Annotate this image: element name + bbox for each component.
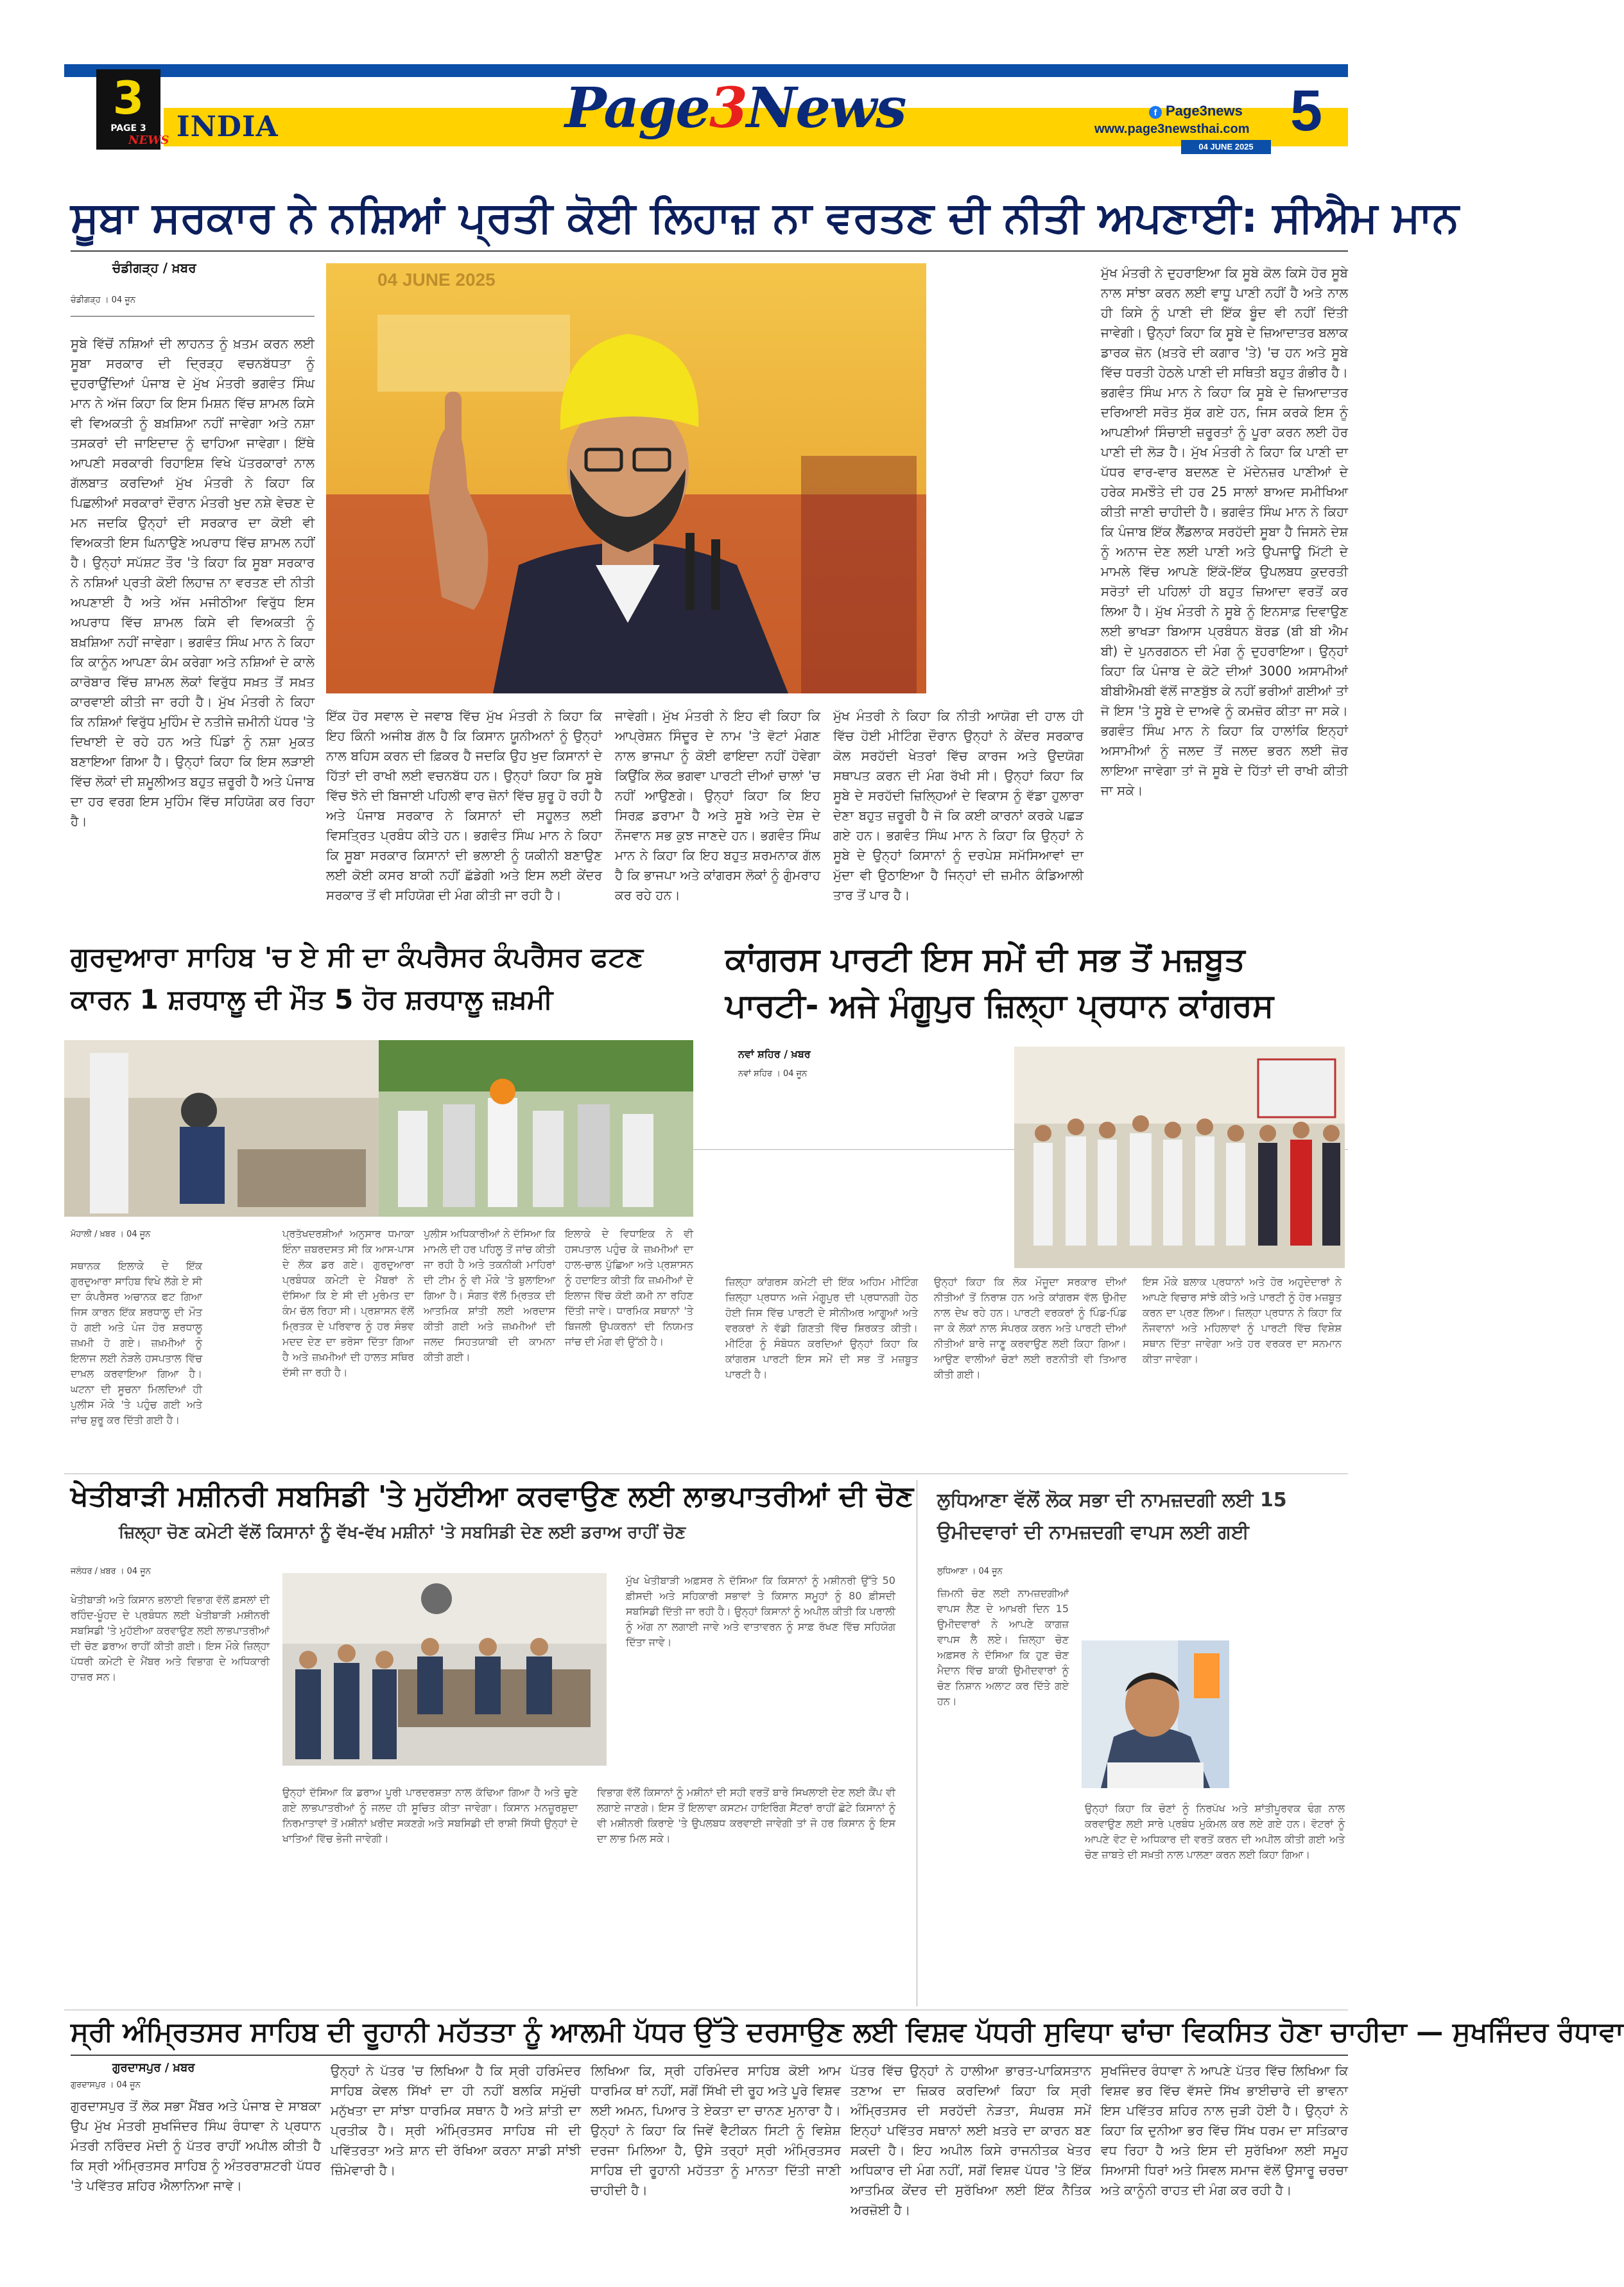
article-subsidy-subheadline: ਜ਼ਿਲ੍ਹਾ ਚੋਣ ਕਮੇਟੀ ਵੱਲੋਂ ਕਿਸਾਨਾਂ ਨੂੰ ਵੱਖ-ਵੱਖ ਮਸ਼ੀਨਾਂ 'ਤੇ ਸਬਸਿਡੀ ਦੇਣ ਲਈ ਡਰਾਅ ਰਾਹੀਂ ਚੋਣ: [119, 1523, 686, 1542]
article-gurdwara-dateline: ਮੋਹਾਲੀ / ਖ਼ਬਰ । 04 ਜੂਨ: [71, 1230, 151, 1239]
article-gurdwara-col2: ਪ੍ਰਤੱਖਦਰਸ਼ੀਆਂ ਅਨੁਸਾਰ ਧਮਾਕਾ ਇੰਨਾ ਜ਼ਬਰਦਸਤ ਸੀ ਕਿ ਆਸ-ਪਾਸ ਦੇ ਲੋਕ ਡਰ ਗਏ। ਗੁਰਦੁਆਰਾ ਪ੍ਰਬੰਧਕ ਕਮੇਟੀ ਦੇ ਮੈਂਬਰਾਂ ਨੇ ਦੱਸਿਆ ਕਿ ਏ ਸੀ ਦੀ ਮੁਰੰਮਤ ਦਾ ਕੰਮ ਚੱਲ ਰਿਹਾ ਸੀ। ਪ੍ਰਸ਼ਾਸਨ ਵੱਲੋਂ ਮ੍ਰਿਤਕ ਦੇ ਪਰਿਵਾਰ ਨੂੰ ਹਰ ਸੰਭਵ ਮਦਦ ਦੇਣ ਦਾ ਭਰੋਸਾ ਦਿੱਤਾ ਗਿਆ ਹੈ ਅਤੇ ਜ਼ਖ਼ਮੀਆਂ ਦੀ ਹਾਲਤ ਸਥਿਰ ਦੱਸੀ ਜਾ ਰਹੀ ਹੈ।: [282, 1228, 414, 1378]
brand-left: Page: [565, 76, 709, 141]
article-gurdwara-col4: ਇਲਾਕੇ ਦੇ ਵਿਧਾਇਕ ਨੇ ਵੀ ਹਸਪਤਾਲ ਪਹੁੰਚ ਕੇ ਜ਼ਖ਼ਮੀਆਂ ਦਾ ਹਾਲ-ਚਾਲ ਪੁੱਛਿਆ ਅਤੇ ਪ੍ਰਸ਼ਾਸਨ ਨੂੰ ਹਦਾਇਤ ਕੀਤੀ ਕਿ ਜ਼ਖ਼ਮੀਆਂ ਦੇ ਇਲਾਜ ਵਿੱਚ ਕੋਈ ਕਮੀ ਨਾ ਰਹਿਣ ਦਿੱਤੀ ਜਾਵੇ। ਧਾਰਮਿਕ ਸਥਾਨਾਂ 'ਤੇ ਬਿਜਲੀ ਉਪਕਰਨਾਂ ਦੀ ਨਿਯਮਤ ਜਾਂਚ ਦੀ ਮੰਗ ਵੀ ਉੱਠੀ ਹੈ।: [565, 1228, 693, 1348]
article-congress-headline: ਕਾਂਗਰਸ ਪਾਰਟੀ ਇਸ ਸਮੇਂ ਦੀ ਸਭ ਤੋਂ ਮਜ਼ਬੂਤ ਪਾਰਟੀ- ਅਜੇ ਮੰਗੂਪੁਰ ਜ਼ਿਲ੍ਹਾ ਪ੍ਰਧਾਨ ਕਾਂਗਰਸ: [725, 941, 1274, 1024]
divider: [71, 2055, 1348, 2056]
article-congress-col1: ਜ਼ਿਲ੍ਹਾ ਕਾਂਗਰਸ ਕਮੇਟੀ ਦੀ ਇੱਕ ਅਹਿਮ ਮੀਟਿੰਗ ਜ਼ਿਲ੍ਹਾ ਪ੍ਰਧਾਨ ਅਜੇ ਮੰਗੂਪੁਰ ਦੀ ਪ੍ਰਧਾਨਗੀ ਹੇਠ ਹੋਈ ਜਿਸ ਵਿੱਚ ਪਾਰਟੀ ਦੇ ਸੀਨੀਅਰ ਆਗੂਆਂ ਅਤੇ ਵਰਕਰਾਂ ਨੇ ਵੱਡੀ ਗਿਣਤੀ ਵਿੱਚ ਸ਼ਿਰਕਤ ਕੀਤੀ। ਮੀਟਿੰਗ ਨੂੰ ਸੰਬੋਧਨ ਕਰਦਿਆਂ ਉਨ੍ਹਾਂ ਕਿਹਾ ਕਿ ਕਾਂਗਰਸ ਪਾਰਟੀ ਇਸ ਸਮੇਂ ਦੀ ਸਭ ਤੋਂ ਮਜ਼ਬੂਤ ਪਾਰਟੀ ਹੈ।: [725, 1276, 918, 1380]
article-congress-col3: ਇਸ ਮੌਕੇ ਬਲਾਕ ਪ੍ਰਧਾਨਾਂ ਅਤੇ ਹੋਰ ਅਹੁਦੇਦਾਰਾਂ ਨੇ ਆਪਣੇ ਵਿਚਾਰ ਸਾਂਝੇ ਕੀਤੇ ਅਤੇ ਪਾਰਟੀ ਨੂੰ ਹੋਰ ਮਜ਼ਬੂਤ ਕਰਨ ਦਾ ਪ੍ਰਣ ਲਿਆ। ਜ਼ਿਲ੍ਹਾ ਪ੍ਰਧਾਨ ਨੇ ਕਿਹਾ ਕਿ ਨੌਜਵਾਨਾਂ ਅਤੇ ਮਹਿਲਾਵਾਂ ਨੂੰ ਪਾਰਟੀ ਵਿੱਚ ਵਿਸ਼ੇਸ਼ ਸਥਾਨ ਦਿੱਤਾ ਜਾਵੇਗਾ ਅਤੇ ਹਰ ਵਰਕਰ ਦਾ ਸਨਮਾਨ ਕੀਤਾ ਜਾਵੇਗਾ।: [1143, 1276, 1342, 1365]
brand-wordmark: [565, 76, 906, 141]
main-body-col3: ਜਾਵੇਗੀ। ਮੁੱਖ ਮੰਤਰੀ ਨੇ ਇਹ ਵੀ ਕਿਹਾ ਕਿ ਆਪ੍ਰੇਸ਼ਨ ਸਿੰਦੂਰ ਦੇ ਨਾਮ 'ਤੇ ਵੋਟਾਂ ਮੰਗਣ ਨਾਲ ਭਾਜਪਾ ਨੂੰ ਕੋਈ ਫਾਇਦਾ ਨਹੀਂ ਹੋਵੇਗਾ ਕਿਉਂਕਿ ਲੋਕ ਭਗਵਾ ਪਾਰਟੀ ਦੀਆਂ ਚਾਲਾਂ 'ਚ ਨਹੀਂ ਆਉਣਗੇ। ਉਨ੍ਹਾਂ ਕਿਹਾ ਕਿ ਇਹ ਸਿਰਫ਼ ਡਰਾਮਾ ਹੈ ਅਤੇ ਸੂਬੇ ਅਤੇ ਦੇਸ਼ ਦੇ ਨੌਜਵਾਨ ਸਭ ਕੁਝ ਜਾਣਦੇ ਹਨ। ਭਗਵੰਤ ਸਿੰਘ ਮਾਨ ਨੇ ਕਿਹਾ ਕਿ ਇਹ ਬਹੁਤ ਸ਼ਰਮਨਾਕ ਗੱਲ ਹੈ ਕਿ ਭਾਜਪਾ ਅਤੇ ਕਾਂਗਰਸ ਲੋਕਾਂ ਨੂੰ ਗੁੰਮਰਾਹ ਕਰ ਰਹੇ ਹਨ।: [615, 708, 820, 903]
article-amritsar-col4: ਪੱਤਰ ਵਿੱਚ ਉਨ੍ਹਾਂ ਨੇ ਹਾਲੀਆ ਭਾਰਤ-ਪਾਕਿਸਤਾਨ ਤਣਾਅ ਦਾ ਜ਼ਿਕਰ ਕਰਦਿਆਂ ਕਿਹਾ ਕਿ ਸ੍ਰੀ ਅੰਮ੍ਰਿਤਸਰ ਦੀ ਸਰਹੱਦੀ ਨੇੜਤਾ, ਸੰਘਰਸ਼ ਸਮੇਂ ਇਨ੍ਹਾਂ ਪਵਿੱਤਰ ਸਥਾਨਾਂ ਲਈ ਖ਼ਤਰੇ ਦਾ ਕਾਰਨ ਬਣ ਸਕਦੀ ਹੈ। ਇਹ ਅਪੀਲ ਕਿਸੇ ਰਾਜਨੀਤਕ ਖੇਤਰ ਅਧਿਕਾਰ ਦੀ ਮੰਗ ਨਹੀਂ, ਸਗੋਂ ਵਿਸ਼ਵ ਪੱਧਰ 'ਤੇ ਇੱਕ ਆਤਮਿਕ ਕੇਂਦਰ ਦੀ ਸੁਰੱਖਿਆ ਲਈ ਇੱਕ ਨੈਤਿਕ ਅਰਜ਼ੋਈ ਹੈ।: [851, 2063, 1091, 2218]
logo-number: 3: [112, 72, 144, 125]
article-election-dateline: ਲੁਧਿਆਣਾ । 04 ਜੂਨ: [937, 1567, 1003, 1576]
article-election-headline: ਲੁਧਿਆਣਾ ਵੱਲੋਂ ਲੋਕ ਸਭਾ ਦੀ ਨਾਮਜ਼ਦਗੀ ਲਈ 15 ਉਮੀਦਵਾਰਾਂ ਦੀ ਨਾਮਜ਼ਦਗੀ ਵਾਪਸ ਲਈ ਗਈ: [937, 1489, 1287, 1544]
article-gurdwara-col1: ਸਥਾਨਕ ਇਲਾਕੇ ਦੇ ਇੱਕ ਗੁਰਦੁਆਰਾ ਸਾਹਿਬ ਵਿਖੇ ਲੱਗੇ ਏ ਸੀ ਦਾ ਕੰਪਰੈਸਰ ਅਚਾਨਕ ਫਟ ਗਿਆ ਜਿਸ ਕਾਰਨ ਇੱਕ ਸ਼ਰਧਾਲੂ ਦੀ ਮੌਤ ਹੋ ਗਈ ਅਤੇ ਪੰਜ ਹੋਰ ਸ਼ਰਧਾਲੂ ਜ਼ਖ਼ਮੀ ਹੋ ਗਏ। ਜ਼ਖ਼ਮੀਆਂ ਨੂੰ ਇਲਾਜ ਲਈ ਨੇੜਲੇ ਹਸਪਤਾਲ ਵਿੱਚ ਦਾਖ਼ਲ ਕਰਵਾਇਆ ਗਿਆ ਹੈ। ਘਟਨਾ ਦੀ ਸੂਚਨਾ ਮਿਲਦਿਆਂ ਹੀ ਪੁਲੀਸ ਮੌਕੇ 'ਤੇ ਪਹੁੰਚ ਗਈ ਅਤੇ ਜਾਂਚ ਸ਼ੁਰੂ ਕਰ ਦਿੱਤੀ ਗਈ ਹੈ।: [71, 1260, 202, 1426]
article-amritsar-col5: ਸੁਖਜਿੰਦਰ ਰੰਧਾਵਾ ਨੇ ਆਪਣੇ ਪੱਤਰ ਵਿੱਚ ਲਿਖਿਆ ਕਿ ਵਿਸ਼ਵ ਭਰ ਵਿੱਚ ਵੱਸਦੇ ਸਿੱਖ ਭਾਈਚਾਰੇ ਦੀ ਭਾਵਨਾ ਇਸ ਪਵਿੱਤਰ ਸ਼ਹਿਰ ਨਾਲ ਜੁੜੀ ਹੋਈ ਹੈ। ਉਨ੍ਹਾਂ ਨੇ ਕਿਹਾ ਕਿ ਦੁਨੀਆ ਭਰ ਵਿੱਚ ਸਿੱਖ ਧਰਮ ਦਾ ਸਤਿਕਾਰ ਵਧ ਰਿਹਾ ਹੈ ਅਤੇ ਇਸ ਦੀ ਸੁਰੱਖਿਆ ਲਈ ਸਮੂਹ ਸਿਆਸੀ ਧਿਰਾਂ ਅਤੇ ਸਿਵਲ ਸਮਾਜ ਵੱਲੋਂ ਉਸਾਰੂ ਚਰਚਾ ਅਤੇ ਕਾਨੂੰਨੀ ਰਾਹਤ ਦੀ ਮੰਗ ਕਰ ਰਹੀ ਹੈ।: [1101, 2063, 1348, 2198]
article-amritsar-col1: ਗੁਰਦਾਸਪੁਰ ਤੋਂ ਲੋਕ ਸਭਾ ਮੈਂਬਰ ਅਤੇ ਪੰਜਾਬ ਦੇ ਸਾਬਕਾ ਉਪ ਮੁੱਖ ਮੰਤਰੀ ਸੁਖਜਿੰਦਰ ਸਿੰਘ ਰੰਧਾਵਾ ਨੇ ਪ੍ਰਧਾਨ ਮੰਤਰੀ ਨਰਿੰਦਰ ਮੋਦੀ ਨੂੰ ਪੱਤਰ ਰਾਹੀਂ ਅਪੀਲ ਕੀਤੀ ਹੈ ਕਿ ਸ੍ਰੀ ਅੰਮ੍ਰਿਤਸਰ ਸਾਹਿਬ ਨੂੰ ਅੰਤਰਰਾਸ਼ਟਰੀ ਪੱਧਰ 'ਤੇ ਪਵਿੱਤਰ ਸ਼ਹਿਰ ਐਲਾਨਿਆ ਜਾਵੇ।: [71, 2098, 321, 2193]
facebook-handle: Page3news: [1166, 103, 1243, 119]
main-body-col5: ਮੁੱਖ ਮੰਤਰੀ ਨੇ ਦੁਹਰਾਇਆ ਕਿ ਸੂਬੇ ਕੋਲ ਕਿਸੇ ਹੋਰ ਸੂਬੇ ਨਾਲ ਸਾਂਝਾ ਕਰਨ ਲਈ ਵਾਧੂ ਪਾਣੀ ਨਹੀਂ ਹੈ ਅਤੇ ਨਾਲ ਹੀ ਕਿਸੇ ਨੂੰ ਪਾਣੀ ਦੀ ਇੱਕ ਬੂੰਦ ਵੀ ਨਹੀਂ ਦਿੱਤੀ ਜਾਵੇਗੀ। ਉਨ੍ਹਾਂ ਕਿਹਾ ਕਿ ਸੂਬੇ ਦੇ ਜ਼ਿਆਦਾਤਰ ਬਲਾਕ ਡਾਰਕ ਜ਼ੋਨ (ਖ਼ਤਰੇ ਦੀ ਕਗਾਰ 'ਤੇ) 'ਚ ਹਨ ਅਤੇ ਸੂਬੇ ਵਿੱਚ ਧਰਤੀ ਹੇਠਲੇ ਪਾਣੀ ਦੀ ਸਥਿਤੀ ਬਹੁਤ ਗੰਭੀਰ ਹੈ। ਭਗਵੰਤ ਸਿੰਘ ਮਾਨ ਨੇ ਕਿਹਾ ਕਿ ਸੂਬੇ ਦੇ ਜ਼ਿਆਦਾਤਰ ਦਰਿਆਈ ਸਰੋਤ ਸੁੱਕ ਗਏ ਹਨ, ਜਿਸ ਕਰਕੇ ਇਸ ਨੂੰ ਆਪਣੀਆਂ ਸਿੰਚਾਈ ਜ਼ਰੂਰਤਾਂ ਨੂੰ ਪੂਰਾ ਕਰਨ ਲਈ ਹੋਰ ਪਾਣੀ ਦੀ ਲੋੜ ਹੈ। ਮੁੱਖ ਮੰਤਰੀ ਨੇ ਕਿਹਾ ਕਿ ਪਾਣੀ ਦਾ ਪੱਧਰ ਵਾਰ-ਵਾਰ ਬਦਲਣ ਦੇ ਮੱਦੇਨਜ਼ਰ ਪਾਣੀਆਂ ਦੇ ਹਰੇਕ ਸਮਝੌਤੇ ਦੀ ਹਰ 25 ਸਾਲਾਂ ਬਾਅਦ ਸਮੀਖਿਆ ਕੀਤੀ ਜਾਣੀ ਚਾਹੀਦੀ ਹੈ। ਭਗਵੰਤ ਸਿੰਘ ਮਾਨ ਨੇ ਕਿਹਾ ਕਿ ਪੰਜਾਬ ਇੱਕ ਲੈਂਡਲਾਕ ਸਰਹੱਦੀ ਸੂਬਾ ਹੈ ਜਿਸਨੇ ਦੇਸ਼ ਨੂੰ ਅਨਾਜ ਦੇਣ ਲਈ ਪਾਣੀ ਅਤੇ ਉਪਜਾਊ ਮਿੱਟੀ ਦੇ ਮਾਮਲੇ ਵਿੱਚ ਆਪਣੇ ਇੱਕੋ-ਇੱਕ ਉਪਲਬਧ ਕੁਦਰਤੀ ਸਰੋਤਾਂ ਦੀ ਪਹਿਲਾਂ ਹੀ ਬਹੁਤ ਜ਼ਿਆਦਾ ਵਰਤੋਂ ਕਰ ਲਿਆ ਹੈ। ਮੁੱਖ ਮੰਤਰੀ ਨੇ ਸੂਬੇ ਨੂੰ ਇਨਸਾਫ਼ ਦਿਵਾਉਣ ਲਈ ਭਾਖੜਾ ਬਿਆਸ ਪ੍ਰਬੰਧਨ ਬੋਰਡ (ਬੀ ਬੀ ਐਮ ਬੀ) ਦੇ ਪੁਨਰਗਠਨ ਦੀ ਮੰਗ ਨੂੰ ਦੁਹਰਾਇਆ। ਉਨ੍ਹਾਂ ਕਿਹਾ ਕਿ ਪੰਜਾਬ ਦੇ ਕੋਟੇ ਦੀਆਂ 3000 ਅਸਾਮੀਆਂ ਬੀਬੀਐਮਬੀ ਵੱਲੋਂ ਜਾਣਬੁੱਝ ਕੇ ਨਹੀਂ ਭਰੀਆਂ ਗਈਆਂ ਤਾਂ ਜੋ ਇਸ 'ਤੇ ਸੂਬੇ ਦੇ ਦਾਅਵੇ ਨੂੰ ਕਮਜ਼ੋਰ ਕੀਤਾ ਜਾ ਸਕੇ। ਭਗਵੰਤ ਸਿੰਘ ਮਾਨ ਨੇ ਕਿਹਾ ਕਿ ਹਾਲਾਂਕਿ ਇਨ੍ਹਾਂ ਅਸਾਮੀਆਂ ਨੂੰ ਜਲਦ ਤੋਂ ਜਲਦ ਭਰਨ ਲਈ ਜ਼ੋਰ ਲਾਇਆ ਜਾਵੇਗਾ ਤਾਂ ਜੋ ਸੂਬੇ ਦੇ ਹਿੱਤਾਂ ਦੀ ਰਾਖੀ ਕੀਤੀ ਜਾ ਸਕੇ।: [1101, 265, 1348, 798]
main-photo-cm-speaking: [326, 263, 926, 693]
article-congress-dateline: ਨਵਾਂ ਸ਼ਹਿਰ । 04 ਜੂਨ: [738, 1069, 808, 1079]
article-congress-byline: ਨਵਾਂ ਸ਼ਹਿਰ / ਖ਼ਬਰ: [738, 1048, 811, 1060]
article-subsidy-photo: [282, 1573, 607, 1766]
facebook-link[interactable]: [1149, 103, 1243, 119]
article-subsidy-col4: ਵਿਭਾਗ ਵੱਲੋਂ ਕਿਸਾਨਾਂ ਨੂੰ ਮਸ਼ੀਨਾਂ ਦੀ ਸਹੀ ਵਰਤੋਂ ਬਾਰੇ ਸਿਖਲਾਈ ਦੇਣ ਲਈ ਕੈਂਪ ਵੀ ਲਗਾਏ ਜਾਣਗੇ। ਇਸ ਤੋਂ ਇਲਾਵਾ ਕਸਟਮ ਹਾਇਰਿੰਗ ਸੈਂਟਰਾਂ ਰਾਹੀਂ ਛੋਟੇ ਕਿਸਾਨਾਂ ਨੂੰ ਵੀ ਮਸ਼ੀਨਰੀ ਕਿਰਾਏ 'ਤੇ ਉਪਲਬਧ ਕਰਵਾਈ ਜਾਵੇਗੀ ਤਾਂ ਜੋ ਹਰ ਕਿਸਾਨ ਨੂੰ ਇਸ ਦਾ ਲਾਭ ਮਿਲ ਸਕੇ।: [597, 1786, 895, 1845]
page-number: 5: [1290, 79, 1323, 143]
main-body-col4: ਮੁੱਖ ਮੰਤਰੀ ਨੇ ਕਿਹਾ ਕਿ ਨੀਤੀ ਆਯੋਗ ਦੀ ਹਾਲ ਹੀ ਵਿੱਚ ਹੋਈ ਮੀਟਿੰਗ ਦੌਰਾਨ ਉਨ੍ਹਾਂ ਨੇ ਕੇਂਦਰ ਸਰਕਾਰ ਕੋਲ ਸਰਹੱਦੀ ਖੇਤਰਾਂ ਵਿੱਚ ਕਾਰਜ ਅਤੇ ਉਦਯੋਗ ਸਥਾਪਤ ਕਰਨ ਦੀ ਮੰਗ ਰੱਖੀ ਸੀ। ਉਨ੍ਹਾਂ ਕਿਹਾ ਕਿ ਸੂਬੇ ਦੇ ਸਰਹੱਦੀ ਜ਼ਿਲ੍ਹਿਆਂ ਦੇ ਵਿਕਾਸ ਨੂੰ ਵੱਡਾ ਹੁਲਾਰਾ ਦੇਣਾ ਬਹੁਤ ਜ਼ਰੂਰੀ ਹੈ ਜੋ ਕਿ ਕਈ ਕਾਰਨਾਂ ਕਰਕੇ ਪਛੜ ਗਏ ਹਨ। ਭਗਵੰਤ ਸਿੰਘ ਮਾਨ ਨੇ ਕਿਹਾ ਕਿ ਉਨ੍ਹਾਂ ਨੇ ਸੂਬੇ ਦੇ ਉਨ੍ਹਾਂ ਕਿਸਾਨਾਂ ਨੂੰ ਦਰਪੇਸ਼ ਸਮੱਸਿਆਵਾਂ ਦਾ ਮੁੱਦਾ ਵੀ ਉਠਾਇਆ ਹੈ ਜਿਨ੍ਹਾਂ ਦੀ ਜ਼ਮੀਨ ਕੰਡਿਆਲੀ ਤਾਰ ਤੋਂ ਪਾਰ ਹੈ।: [833, 708, 1084, 903]
divider: [71, 250, 1348, 252]
article-election-col1: ਜ਼ਿਮਨੀ ਚੋਣ ਲਈ ਨਾਮਜ਼ਦਗੀਆਂ ਵਾਪਸ ਲੈਣ ਦੇ ਆਖ਼ਰੀ ਦਿਨ 15 ਉਮੀਦਵਾਰਾਂ ਨੇ ਆਪਣੇ ਕਾਗਜ਼ ਵਾਪਸ ਲੈ ਲਏ। ਜ਼ਿਲ੍ਹਾ ਚੋਣ ਅਫ਼ਸਰ ਨੇ ਦੱਸਿਆ ਕਿ ਹੁਣ ਚੋਣ ਮੈਦਾਨ ਵਿੱਚ ਬਾਕੀ ਉਮੀਦਵਾਰਾਂ ਨੂੰ ਚੋਣ ਨਿਸ਼ਾਨ ਅਲਾਟ ਕਰ ਦਿੱਤੇ ਗਏ ਹਨ।: [937, 1587, 1069, 1707]
logo-news-label: NEWS: [128, 134, 169, 147]
brand-three: 3: [709, 76, 747, 141]
article-gurdwara-photo: [64, 1040, 693, 1217]
article-subsidy-col1: ਖੇਤੀਬਾੜੀ ਅਤੇ ਕਿਸਾਨ ਭਲਾਈ ਵਿਭਾਗ ਵੱਲੋਂ ਫ਼ਸਲਾਂ ਦੀ ਰਹਿੰਦ-ਖੂੰਹਦ ਦੇ ਪ੍ਰਬੰਧਨ ਲਈ ਖੇਤੀਬਾੜੀ ਮਸ਼ੀਨਰੀ ਸਬਸਿਡੀ 'ਤੇ ਮੁਹੱਈਆ ਕਰਵਾਉਣ ਲਈ ਲਾਭਪਾਤਰੀਆਂ ਦੀ ਚੋਣ ਡਰਾਅ ਰਾਹੀਂ ਕੀਤੀ ਗਈ। ਇਸ ਮੌਕੇ ਜ਼ਿਲ੍ਹਾ ਪੱਧਰੀ ਕਮੇਟੀ ਦੇ ਮੈਂਬਰ ਅਤੇ ਵਿਭਾਗ ਦੇ ਅਧਿਕਾਰੀ ਹਾਜ਼ਰ ਸਨ।: [71, 1594, 270, 1683]
article-subsidy-col3: ਉਨ੍ਹਾਂ ਦੱਸਿਆ ਕਿ ਡਰਾਅ ਪੂਰੀ ਪਾਰਦਰਸ਼ਤਾ ਨਾਲ ਕੱਢਿਆ ਗਿਆ ਹੈ ਅਤੇ ਚੁਣੇ ਗਏ ਲਾਭਪਾਤਰੀਆਂ ਨੂੰ ਜਲਦ ਹੀ ਸੂਚਿਤ ਕੀਤਾ ਜਾਵੇਗਾ। ਕਿਸਾਨ ਮਨਜ਼ੂਰਸ਼ੁਦਾ ਨਿਰਮਾਤਾਵਾਂ ਤੋਂ ਮਸ਼ੀਨਾਂ ਖ਼ਰੀਦ ਸਕਣਗੇ ਅਤੇ ਸਬਸਿਡੀ ਦੀ ਰਾਸ਼ੀ ਸਿੱਧੀ ਉਨ੍ਹਾਂ ਦੇ ਖਾਤਿਆਂ ਵਿੱਚ ਭੇਜੀ ਜਾਵੇਗੀ।: [282, 1786, 578, 1845]
article-congress-col2: ਉਨ੍ਹਾਂ ਕਿਹਾ ਕਿ ਲੋਕ ਮੌਜੂਦਾ ਸਰਕਾਰ ਦੀਆਂ ਨੀਤੀਆਂ ਤੋਂ ਨਿਰਾਸ਼ ਹਨ ਅਤੇ ਕਾਂਗਰਸ ਵੱਲ ਉਮੀਦ ਨਾਲ ਦੇਖ ਰਹੇ ਹਨ। ਪਾਰਟੀ ਵਰਕਰਾਂ ਨੂੰ ਪਿੰਡ-ਪਿੰਡ ਜਾ ਕੇ ਲੋਕਾਂ ਨਾਲ ਸੰਪਰਕ ਕਰਨ ਅਤੇ ਪਾਰਟੀ ਦੀਆਂ ਨੀਤੀਆਂ ਬਾਰੇ ਜਾਣੂ ਕਰਵਾਉਣ ਲਈ ਕਿਹਾ ਗਿਆ। ਆਉਣ ਵਾਲੀਆਂ ਚੋਣਾਂ ਲਈ ਰਣਨੀਤੀ ਵੀ ਤਿਆਰ ਕੀਤੀ ਗਈ।: [934, 1276, 1127, 1380]
main-byline: ਚੰਡੀਗੜ੍ਹ / ਖ਼ਬਰ: [112, 260, 196, 275]
main-dateline: ਚੰਡੀਗੜ੍ਹ । 04 ਜੂਨ: [71, 295, 135, 305]
article-subsidy-dateline: ਜਲੰਧਰ / ਖ਼ਬਰ । 04 ਜੂਨ: [71, 1567, 151, 1576]
article-congress-photo: [1014, 1047, 1345, 1268]
photo-caption: 04 JUNE 2025: [377, 270, 496, 290]
website-link[interactable]: www.page3newsthai.com: [1094, 122, 1250, 136]
article-amritsar-headline: ਸ੍ਰੀ ਅੰਮ੍ਰਿਤਸਰ ਸਾਹਿਬ ਦੀ ਰੂਹਾਨੀ ਮਹੱਤਤਾ ਨੂੰ ਆਲਮੀ ਪੱਧਰ ਉੱਤੇ ਦਰਸਾਉਣ ਲਈ ਵਿਸ਼ਵ ਪੱਧਰੀ ਸੁਵਿਧਾ ਢਾਂਚਾ ਵਿਕਸਿਤ ਹੋਣਾ ਚਾਹੀਦਾ — ਸੁਖਜਿੰਦਰ ਰੰਧਾਵਾ: [71, 2016, 1624, 2048]
main-body-col1: ਸੂਬੇ ਵਿੱਚੋਂ ਨਸ਼ਿਆਂ ਦੀ ਲਾਹਨਤ ਨੂੰ ਖ਼ਤਮ ਕਰਨ ਲਈ ਸੂਬਾ ਸਰਕਾਰ ਦੀ ਦ੍ਰਿੜ੍ਹ ਵਚਨਬੱਧਤਾ ਨੂੰ ਦੁਹਰਾਉਂਦਿਆਂ ਪੰਜਾਬ ਦੇ ਮੁੱਖ ਮੰਤਰੀ ਭਗਵੰਤ ਸਿੰਘ ਮਾਨ ਨੇ ਅੱਜ ਕਿਹਾ ਕਿ ਇਸ ਮਿਸ਼ਨ ਵਿੱਚ ਸ਼ਾਮਲ ਕਿਸੇ ਵੀ ਵਿਅਕਤੀ ਨੂੰ ਬਖ਼ਸ਼ਿਆ ਨਹੀਂ ਜਾਵੇਗਾ ਅਤੇ ਨਸ਼ਾ ਤਸਕਰਾਂ ਦੀ ਜਾਇਦਾਦ ਨੂੰ ਢਾਹਿਆ ਜਾਵੇਗਾ। ਇੱਥੇ ਆਪਣੀ ਸਰਕਾਰੀ ਰਿਹਾਇਸ਼ ਵਿਖੇ ਪੱਤਰਕਾਰਾਂ ਨਾਲ ਗੱਲਬਾਤ ਕਰਦਿਆਂ ਮੁੱਖ ਮੰਤਰੀ ਨੇ ਕਿਹਾ ਕਿ ਪਿਛਲੀਆਂ ਸਰਕਾਰਾਂ ਦੌਰਾਨ ਮੰਤਰੀ ਖੁਦ ਨਸ਼ੇ ਵੇਚਣ ਦੇ ਮਨ ਜਦਕਿ ਉਨ੍ਹਾਂ ਦੀ ਸਰਕਾਰ ਦਾ ਕੋਈ ਵੀ ਵਿਅਕਤੀ ਇਸ ਘਿਨਾਉਣੇ ਅਪਰਾਧ ਵਿੱਚ ਸ਼ਾਮਲ ਨਹੀਂ ਹੈ। ਉਨ੍ਹਾਂ ਸਪੱਸ਼ਟ ਤੌਰ 'ਤੇ ਕਿਹਾ ਕਿ ਸੂਬਾ ਸਰਕਾਰ ਨੇ ਨਸ਼ਿਆਂ ਪ੍ਰਤੀ ਕੋਈ ਲਿਹਾਜ਼ ਨਾ ਵਰਤਣ ਦੀ ਨੀਤੀ ਅਪਣਾਈ ਹੈ ਅਤੇ ਅੱਜ ਮਜੀਠੀਆ ਵਿਰੁੱਧ ਇਸ ਅਪਰਾਧ ਵਿੱਚ ਸ਼ਾਮਲ ਕਿਸੇ ਵੀ ਵਿਅਕਤੀ ਨੂੰ ਬਖ਼ਸ਼ਿਆ ਨਹੀਂ ਜਾਵੇਗਾ। ਭਗਵੰਤ ਸਿੰਘ ਮਾਨ ਨੇ ਕਿਹਾ ਕਿ ਕਾਨੂੰਨ ਆਪਣਾ ਕੰਮ ਕਰੇਗਾ ਅਤੇ ਨਸ਼ਿਆਂ ਦੇ ਕਾਲੇ ਕਾਰੋਬਾਰ ਵਿੱਚ ਸ਼ਾਮਲ ਲੋਕਾਂ ਵਿਰੁੱਧ ਸਖ਼ਤ ਤੋਂ ਸਖ਼ਤ ਕਾਰਵਾਈ ਕੀਤੀ ਜਾ ਰਹੀ ਹੈ। ਮੁੱਖ ਮੰਤਰੀ ਨੇ ਕਿਹਾ ਕਿ ਨਸ਼ਿਆਂ ਵਿਰੁੱਧ ਮੁਹਿੰਮ ਦੇ ਨਤੀਜੇ ਜ਼ਮੀਨੀ ਪੱਧਰ 'ਤੇ ਦਿਖਾਈ ਦੇ ਰਹੇ ਹਨ ਅਤੇ ਪਿੰਡਾਂ ਨੂੰ ਨਸ਼ਾ ਮੁਕਤ ਬਣਾਇਆ ਗਿਆ ਹੈ। ਉਨ੍ਹਾਂ ਕਿਹਾ ਕਿ ਇਸ ਲੜਾਈ ਵਿੱਚ ਲੋਕਾਂ ਦੀ ਸ਼ਮੂਲੀਅਤ ਬਹੁਤ ਜ਼ਰੂਰੀ ਹੈ ਅਤੇ ਪੰਜਾਬ ਦਾ ਹਰ ਵਰਗ ਇਸ ਮੁਹਿੰਮ ਵਿੱਚ ਸਹਿਯੋਗ ਕਰ ਰਿਹਾ ਹੈ।: [71, 336, 315, 829]
divider: [71, 316, 315, 317]
main-headline: ਸੂਬਾ ਸਰਕਾਰ ਨੇ ਨਸ਼ਿਆਂ ਪ੍ਰਤੀ ਕੋਈ ਲਿਹਾਜ਼ ਨਾ ਵਰਤਣ ਦੀ ਨੀਤੀ ਅਪਣਾਈ: ਸੀਐਮ ਮਾਨ: [71, 193, 1459, 242]
brand-right: News: [746, 76, 906, 141]
article-amritsar-byline: ਗੁਰਦਾਸਪੁਰ / ਖ਼ਬਰ: [112, 2061, 195, 2074]
facebook-icon: f: [1149, 106, 1162, 119]
article-subsidy-col2: ਮੁੱਖ ਖੇਤੀਬਾੜੀ ਅਫ਼ਸਰ ਨੇ ਦੱਸਿਆ ਕਿ ਕਿਸਾਨਾਂ ਨੂੰ ਮਸ਼ੀਨਰੀ ਉੱਤੇ 50 ਫ਼ੀਸਦੀ ਅਤੇ ਸਹਿਕਾਰੀ ਸਭਾਵਾਂ ਤੇ ਕਿਸਾਨ ਸਮੂਹਾਂ ਨੂੰ 80 ਫ਼ੀਸਦੀ ਸਬਸਿਡੀ ਦਿੱਤੀ ਜਾ ਰਹੀ ਹੈ। ਉਨ੍ਹਾਂ ਕਿਸਾਨਾਂ ਨੂੰ ਅਪੀਲ ਕੀਤੀ ਕਿ ਪਰਾਲੀ ਨੂੰ ਅੱਗ ਨਾ ਲਗਾਈ ਜਾਵੇ ਅਤੇ ਵਾਤਾਵਰਨ ਨੂੰ ਸਾਫ਼ ਰੱਖਣ ਵਿੱਚ ਸਹਿਯੋਗ ਦਿੱਤਾ ਜਾਵੇ।: [626, 1574, 895, 1648]
issue-date: 04 JUNE 2025: [1181, 140, 1271, 154]
main-body-col2: ਇੱਕ ਹੋਰ ਸਵਾਲ ਦੇ ਜਵਾਬ ਵਿੱਚ ਮੁੱਖ ਮੰਤਰੀ ਨੇ ਕਿਹਾ ਕਿ ਇਹ ਕਿੰਨੀ ਅਜੀਬ ਗੱਲ ਹੈ ਕਿ ਕਿਸਾਨ ਯੂਨੀਅਨਾਂ ਨੂੰ ਉਨ੍ਹਾਂ ਨਾਲ ਬਹਿਸ ਕਰਨ ਦੀ ਫ਼ਿਕਰ ਹੈ ਜਦਕਿ ਉਹ ਖੁਦ ਕਿਸਾਨਾਂ ਦੇ ਹਿੱਤਾਂ ਦੀ ਰਾਖੀ ਲਈ ਵਚਨਬੱਧ ਹਨ। ਉਨ੍ਹਾਂ ਕਿਹਾ ਕਿ ਸੂਬੇ ਵਿੱਚ ਝੋਨੇ ਦੀ ਬਿਜਾਈ ਪਹਿਲੀ ਵਾਰ ਜ਼ੋਨਾਂ ਵਿੱਚ ਸ਼ੁਰੂ ਹੋ ਰਹੀ ਹੈ ਅਤੇ ਪੰਜਾਬ ਸਰਕਾਰ ਨੇ ਕਿਸਾਨਾਂ ਦੀ ਸਹੂਲਤ ਲਈ ਵਿਸਤ੍ਰਿਤ ਪ੍ਰਬੰਧ ਕੀਤੇ ਹਨ। ਭਗਵੰਤ ਸਿੰਘ ਮਾਨ ਨੇ ਕਿਹਾ ਕਿ ਸੂਬਾ ਸਰਕਾਰ ਕਿਸਾਨਾਂ ਦੀ ਭਲਾਈ ਨੂੰ ਯਕੀਨੀ ਬਣਾਉਣ ਲਈ ਕੋਈ ਕਸਰ ਬਾਕੀ ਨਹੀਂ ਛੱਡੇਗੀ ਅਤੇ ਇਸ ਲਈ ਕੇਂਦਰ ਸਰਕਾਰ ਤੋਂ ਵੀ ਸਹਿਯੋਗ ਦੀ ਮੰਗ ਕੀਤੀ ਜਾ ਰਹੀ ਹੈ।: [326, 708, 602, 903]
article-gurdwara-col3: ਪੁਲੀਸ ਅਧਿਕਾਰੀਆਂ ਨੇ ਦੱਸਿਆ ਕਿ ਮਾਮਲੇ ਦੀ ਹਰ ਪਹਿਲੂ ਤੋਂ ਜਾਂਚ ਕੀਤੀ ਜਾ ਰਹੀ ਹੈ ਅਤੇ ਤਕਨੀਕੀ ਮਾਹਿਰਾਂ ਦੀ ਟੀਮ ਨੂੰ ਵੀ ਮੌਕੇ 'ਤੇ ਬੁਲਾਇਆ ਗਿਆ ਹੈ। ਸੰਗਤ ਵੱਲੋਂ ਮ੍ਰਿਤਕ ਦੀ ਆਤਮਿਕ ਸ਼ਾਂਤੀ ਲਈ ਅਰਦਾਸ ਕੀਤੀ ਗਈ ਅਤੇ ਜ਼ਖ਼ਮੀਆਂ ਦੀ ਜਲਦ ਸਿਹਤਯਾਬੀ ਦੀ ਕਾਮਨਾ ਕੀਤੀ ਗਈ।: [424, 1228, 556, 1363]
article-amritsar-dateline: ਗੁਰਦਾਸਪੁਰ । 04 ਜੂਨ: [71, 2080, 141, 2090]
masthead-top-bar: [64, 64, 1348, 77]
article-election-photo: [1082, 1640, 1229, 1788]
article-subsidy-headline: ਖੇਤੀਬਾੜੀ ਮਸ਼ੀਨਰੀ ਸਬਸਿਡੀ 'ਤੇ ਮੁਹੱਈਆ ਕਰਵਾਉਣ ਲਈ ਲਾਭਪਾਤਰੀਆਂ ਦੀ ਚੋਣ: [71, 1480, 914, 1513]
section-label: INDIA: [177, 110, 279, 143]
logo-label: PAGE 3: [110, 123, 146, 134]
article-amritsar-col2: ਉਨ੍ਹਾਂ ਨੇ ਪੱਤਰ 'ਚ ਲਿਖਿਆ ਹੈ ਕਿ ਸ੍ਰੀ ਹਰਿਮੰਦਰ ਸਾਹਿਬ ਕੇਵਲ ਸਿੱਖਾਂ ਦਾ ਹੀ ਨਹੀਂ ਬਲਕਿ ਸਮੁੱਚੀ ਮਨੁੱਖਤਾ ਦਾ ਸਾਂਝਾ ਧਾਰਮਿਕ ਸਥਾਨ ਹੈ ਅਤੇ ਸ਼ਾਂਤੀ ਦਾ ਪ੍ਰਤੀਕ ਹੈ। ਸ੍ਰੀ ਅੰਮ੍ਰਿਤਸਰ ਸਾਹਿਬ ਜੀ ਦੀ ਪਵਿੱਤਰਤਾ ਅਤੇ ਸ਼ਾਨ ਦੀ ਰੱਖਿਆ ਕਰਨਾ ਸਾਡੀ ਸਾਂਝੀ ਜ਼ਿੰਮੇਵਾਰੀ ਹੈ।: [331, 2063, 581, 2178]
article-election-col2: ਉਨ੍ਹਾਂ ਕਿਹਾ ਕਿ ਚੋਣਾਂ ਨੂੰ ਨਿਰਪੱਖ ਅਤੇ ਸ਼ਾਂਤੀਪੂਰਵਕ ਢੰਗ ਨਾਲ ਕਰਵਾਉਣ ਲਈ ਸਾਰੇ ਪ੍ਰਬੰਧ ਮੁਕੰਮਲ ਕਰ ਲਏ ਗਏ ਹਨ। ਵੋਟਰਾਂ ਨੂੰ ਆਪਣੇ ਵੋਟ ਦੇ ਅਧਿਕਾਰ ਦੀ ਵਰਤੋਂ ਕਰਨ ਦੀ ਅਪੀਲ ਕੀਤੀ ਗਈ ਅਤੇ ਚੋਣ ਜ਼ਾਬਤੇ ਦੀ ਸਖ਼ਤੀ ਨਾਲ ਪਾਲਣਾ ਕਰਨ ਲਈ ਕਿਹਾ ਗਿਆ।: [1085, 1802, 1345, 1861]
article-amritsar-col3: ਲਿਖਿਆ ਕਿ, ਸ੍ਰੀ ਹਰਿਮੰਦਰ ਸਾਹਿਬ ਕੋਈ ਆਮ ਧਾਰਮਿਕ ਥਾਂ ਨਹੀਂ, ਸਗੋਂ ਸਿੱਖੀ ਦੀ ਰੂਹ ਅਤੇ ਪੂਰੇ ਵਿਸ਼ਵ ਲਈ ਅਮਨ, ਪਿਆਰ ਤੇ ਏਕਤਾ ਦਾ ਚਾਨਣ ਮੁਨਾਰਾ ਹੈ। ਉਨ੍ਹਾਂ ਨੇ ਕਿਹਾ ਕਿ ਜਿਵੇਂ ਵੈਟੀਕਨ ਸਿਟੀ ਨੂੰ ਵਿਸ਼ੇਸ਼ ਦਰਜਾ ਮਿਲਿਆ ਹੈ, ਉਸੇ ਤਰ੍ਹਾਂ ਸ੍ਰੀ ਅੰਮ੍ਰਿਤਸਰ ਸਾਹਿਬ ਦੀ ਰੂਹਾਨੀ ਮਹੱਤਤਾ ਨੂੰ ਮਾਨਤਾ ਦਿੱਤੀ ਜਾਣੀ ਚਾਹੀਦੀ ਹੈ।: [591, 2063, 841, 2198]
article-gurdwara-headline: ਗੁਰਦੁਆਰਾ ਸਾਹਿਬ 'ਚ ਏ ਸੀ ਦਾ ਕੰਪਰੈਸਰ ਕੰਪਰੈਸਰ ਫਟਣ ਕਾਰਨ 1 ਸ਼ਰਧਾਲੂ ਦੀ ਮੌਤ 5 ਹੋਰ ਸ਼ਰਧਾਲੂ ਜ਼ਖ਼ਮੀ: [71, 941, 644, 1015]
